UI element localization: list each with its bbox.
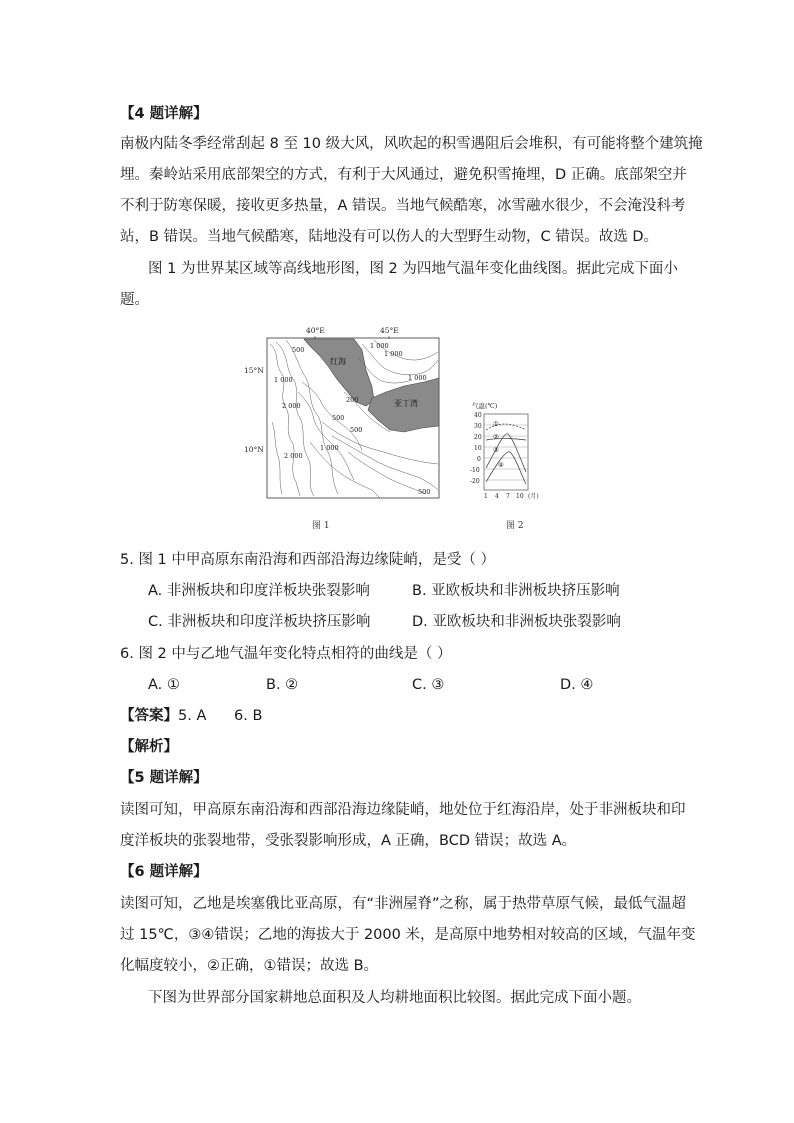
figure2-curve-label: ③	[493, 446, 499, 454]
figure2-xunit: (月)	[528, 493, 539, 500]
section4-line: 不利于防寒保暖，接收更多热量，A 错误。当地气候酷寒，冰雪融水很少，不会淹没科考	[120, 198, 686, 214]
section6-heading: 【6 题详解】	[120, 864, 208, 880]
figure2-ytick: 0	[477, 456, 481, 463]
q6-stem: 6. 图 2 中与乙地气温年变化特点相符的曲线是（ ）	[120, 646, 452, 662]
gulf-aden-label: 亚丁湾	[394, 399, 418, 408]
figure2-xtick: 10	[516, 493, 524, 500]
analysis-label: 【解析】	[120, 739, 178, 755]
red-sea-label: 红海	[330, 357, 346, 366]
contour-label: 200	[346, 396, 359, 404]
section4-line: 南极内陆冬季经常刮起 8 至 10 级大风，风吹起的积雪遇阻后会堆积，有可能将整个建筑掩	[120, 136, 703, 152]
section4-line: 站，B 错误。当地气候酷寒，陆地没有可以伤人的大型野生动物，C 错误。故选 D。	[120, 229, 659, 245]
q6-option-a: A. ①	[148, 677, 180, 693]
q5-option-d: D. 亚欧板块和非洲板块张裂影响	[412, 614, 621, 630]
answer-text: 5. A 6. B	[178, 708, 263, 724]
figure2-curve-label: ②	[493, 433, 499, 441]
contour-label: 500	[332, 414, 345, 422]
intro-line: 图 1 为世界某区域等高线地形图，图 2 为四地气温年变化曲线图。据此完成下面小	[148, 261, 678, 277]
contour-label: 500	[292, 346, 305, 354]
figure2-ylabel: 气温(℃)	[472, 402, 498, 410]
q5-option-b: B. 亚欧板块和非洲板块挤压影响	[412, 583, 620, 599]
contour-label: 1 000	[384, 350, 403, 358]
contour-label: 2 000	[282, 402, 301, 410]
contour-label: 500	[350, 426, 363, 434]
intro-line: 题。	[120, 292, 149, 308]
lat-label: 10°N	[244, 445, 264, 454]
q5-option-c: C. 非洲板块和印度洋板块挤压影响	[148, 614, 371, 630]
section6-line: 化幅度较小，②正确，①错误；故选 B。	[120, 958, 379, 974]
figure2-ytick: -20	[470, 478, 480, 485]
figure2-xtick: 1	[484, 493, 488, 500]
section5-heading: 【5 题详解】	[120, 770, 208, 786]
section5-line: 读图可知，甲高原东南沿海和西部沿海边缘陡峭，地处位于红海沿岸，处于非洲板块和印	[120, 802, 686, 818]
contour-label: 1 000	[320, 444, 339, 452]
figure-block	[244, 322, 542, 534]
figure2-xtick: 4	[495, 493, 499, 500]
contour-label: 1 000	[370, 342, 389, 350]
answer-line	[120, 706, 262, 726]
answer-label: 【答案】	[120, 708, 178, 724]
figure2-ytick: 40	[474, 412, 482, 419]
figure1-caption: 图 1	[312, 521, 330, 531]
figure2-temperature-chart	[470, 401, 539, 500]
final-intro-line: 下图为世界部分国家耕地总面积及人均耕地面积比较图。据此完成下面小题。	[148, 990, 641, 1006]
q5-stem: 5. 图 1 中甲高原东南沿海和西部沿海边缘陡峭，是受（ ）	[120, 552, 495, 568]
section6-line: 读图可知，乙地是埃塞俄比亚高原，有“非洲屋脊”之称，属于热带草原气候，最低气温超	[120, 896, 687, 912]
contour-label: 500	[418, 488, 431, 496]
section5-line: 度洋板块的张裂地带，受张裂影响形成，A 正确，BCD 错误；故选 A。	[120, 833, 577, 849]
figure2-ytick: 20	[474, 434, 482, 441]
lat-label: 15°N	[244, 366, 264, 375]
q6-option-d: D. ④	[560, 677, 594, 693]
lon-label: 45°E	[380, 326, 399, 335]
contour-label: 2 000	[284, 452, 303, 460]
contour-label: 1 000	[274, 376, 293, 384]
contour-label: 1 000	[408, 374, 427, 382]
figure2-caption: 图 2	[506, 521, 524, 531]
figure2-curve-label: ①	[493, 420, 499, 428]
q6-option-b: B. ②	[266, 677, 299, 693]
figure2-ytick: -10	[470, 467, 480, 474]
figure2-ytick: 10	[474, 445, 482, 452]
q5-option-a: A. 非洲板块和印度洋板块张裂影响	[148, 583, 370, 599]
figure1-contour-map	[244, 322, 542, 534]
figure2-xtick: 7	[506, 493, 510, 500]
section6-line: 过 15℃，③④错误；乙地的海拔大于 2000 米，是高原中地势相对较高的区域，气温年变	[120, 927, 696, 943]
figure2-ytick: 30	[474, 423, 482, 430]
q6-option-c: C. ③	[412, 677, 445, 693]
section4-heading: 【4 题详解】	[120, 106, 208, 122]
lon-label: 40°E	[306, 326, 325, 335]
section4-line: 埋。秦岭站采用底部架空的方式，有利于大风通过，避免积雪掩埋，D 正确。底部架空并	[120, 167, 687, 183]
figure2-curve-label: ④	[498, 461, 504, 469]
